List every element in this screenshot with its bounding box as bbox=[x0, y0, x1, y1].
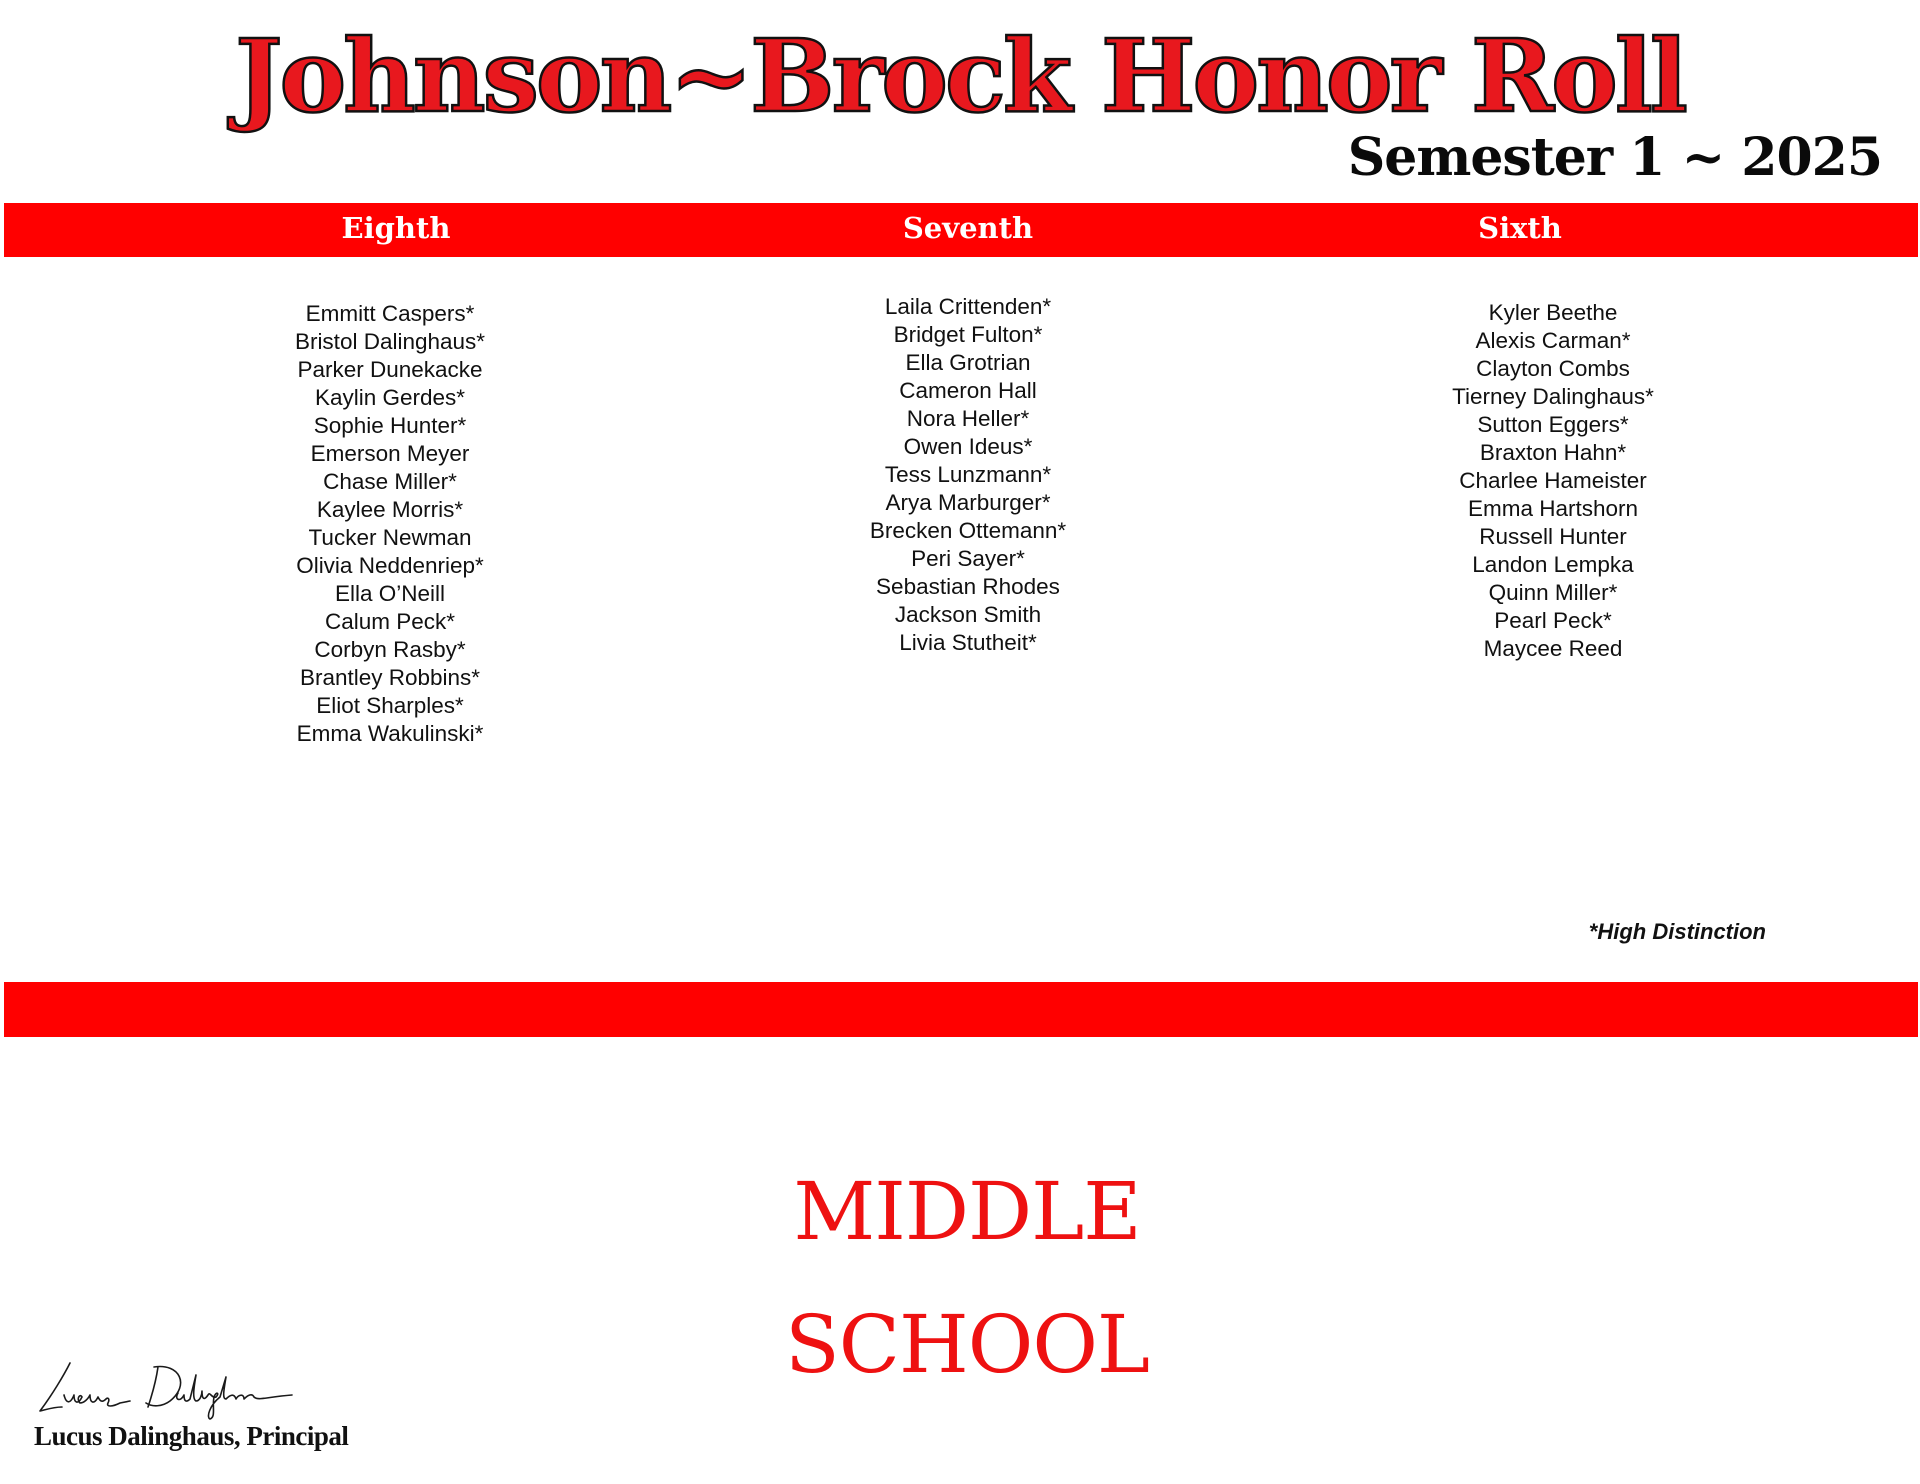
list-item: Ella O’Neill bbox=[334, 581, 446, 606]
list-item: Clayton Combs bbox=[1476, 356, 1630, 381]
list-item: Russell Hunter bbox=[1479, 524, 1627, 549]
list-item: Braxton Hahn* bbox=[1479, 440, 1627, 465]
seventh-grade-list bbox=[778, 293, 1158, 657]
list-item: Emma Wakulinski* bbox=[296, 721, 484, 746]
list-item: Kaylee Morris* bbox=[316, 497, 464, 522]
list-item: Pearl Peck* bbox=[1494, 608, 1612, 633]
list-item: Parker Dunekacke bbox=[297, 357, 483, 382]
list-item: Tucker Newman bbox=[308, 525, 472, 550]
list-item: Arya Marburger* bbox=[885, 490, 1051, 515]
list-item: Sutton Eggers* bbox=[1477, 412, 1629, 437]
list-item: Emerson Meyer bbox=[310, 441, 470, 466]
list-item: Cameron Hall bbox=[899, 378, 1037, 403]
school-label-line2: SCHOOL bbox=[784, 1298, 1150, 1391]
list-item: Corbyn Rasby* bbox=[314, 637, 466, 662]
eighth-grade-list bbox=[200, 300, 580, 748]
list-item: Bridget Fulton* bbox=[893, 322, 1043, 347]
list-item: Charlee Hameister bbox=[1459, 468, 1647, 493]
grade-heading-seventh: Seventh bbox=[902, 211, 1034, 245]
list-item: Tess Lunzmann* bbox=[884, 462, 1052, 487]
list-item: Alexis Carman* bbox=[1475, 328, 1631, 353]
list-item: Olivia Neddenriep* bbox=[296, 553, 484, 578]
grade-heading-eighth: Eighth bbox=[341, 211, 451, 245]
principal-caption: Lucus Dalinghaus, Principal bbox=[34, 1421, 349, 1451]
list-item: Owen Ideus* bbox=[903, 434, 1033, 459]
semester-subtitle: Semester 1 ~ 2025 bbox=[1347, 127, 1882, 188]
list-item: Laila Crittenden* bbox=[884, 294, 1052, 319]
list-item: Chase Miller* bbox=[323, 469, 457, 494]
bottom-red-band bbox=[4, 982, 1918, 1037]
page-title: Johnson~Brock Honor Roll bbox=[235, 17, 1685, 135]
list-item: Landon Lempka bbox=[1472, 552, 1634, 577]
list-item: Nora Heller* bbox=[906, 406, 1030, 431]
list-item: Peri Sayer* bbox=[911, 546, 1025, 571]
principal-signature bbox=[30, 1355, 300, 1423]
list-item: Calum Peck* bbox=[324, 609, 456, 634]
list-item: Sophie Hunter* bbox=[313, 413, 467, 438]
list-item: Jackson Smith bbox=[894, 602, 1042, 627]
high-distinction-note: *High Distinction bbox=[1588, 919, 1766, 944]
list-item: Livia Stutheit* bbox=[899, 630, 1037, 655]
list-item: Ella Grotrian bbox=[905, 350, 1031, 375]
list-item: Brantley Robbins* bbox=[299, 665, 481, 690]
list-item: Bristol Dalinghaus* bbox=[294, 329, 486, 354]
list-item: Sebastian Rhodes bbox=[876, 574, 1060, 599]
list-item: Kyler Beethe bbox=[1488, 300, 1618, 325]
sixth-grade-list bbox=[1363, 299, 1743, 663]
list-item: Emma Hartshorn bbox=[1467, 496, 1639, 521]
list-item: Eliot Sharples* bbox=[316, 693, 464, 718]
grade-heading-sixth: Sixth bbox=[1478, 211, 1562, 245]
school-label-line1: MIDDLE bbox=[793, 1165, 1141, 1258]
list-item: Brecken Ottemann* bbox=[869, 518, 1067, 543]
list-item: Maycee Reed bbox=[1483, 636, 1623, 661]
list-item: Quinn Miller* bbox=[1488, 580, 1618, 605]
list-item: Tierney Dalinghaus* bbox=[1452, 384, 1654, 409]
list-item: Emmitt Caspers* bbox=[305, 301, 475, 326]
list-item: Kaylin Gerdes* bbox=[314, 385, 466, 410]
